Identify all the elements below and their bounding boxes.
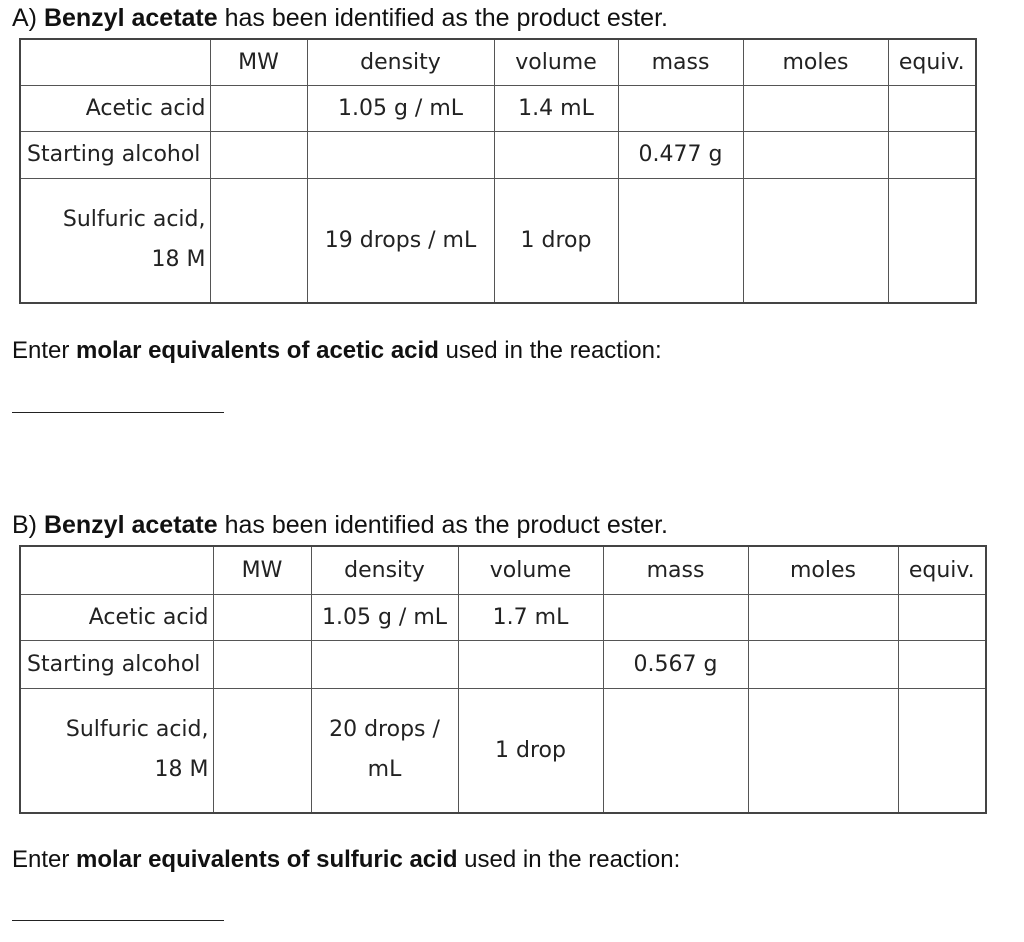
- part-a-title-bold: Benzyl acetate: [43, 4, 218, 32]
- cell-moles: [748, 688, 898, 813]
- cell-moles: [743, 178, 888, 303]
- cell-volume: 1.4 mL: [494, 85, 618, 131]
- cell-equiv: [898, 688, 986, 813]
- header-mw: MW: [213, 546, 311, 594]
- header-equiv: equiv.: [898, 546, 986, 594]
- header-mass: mass: [603, 546, 748, 594]
- part-a-heading: [12, 3, 668, 33]
- part-a-title-rest: has been identified as the product ester.: [224, 4, 668, 32]
- header-moles: moles: [748, 546, 898, 594]
- cell-moles: [743, 131, 888, 178]
- cell-mass: [603, 688, 748, 813]
- header-mass: mass: [618, 39, 743, 85]
- cell-density: 19 drops / mL: [307, 178, 494, 303]
- part-a-table: [19, 38, 977, 304]
- cell-mass: [618, 178, 743, 303]
- part-a-answer-blank[interactable]: [12, 412, 224, 413]
- cell-mass: 0.477 g: [618, 131, 743, 178]
- row-label-line: 18 M: [154, 757, 209, 783]
- row-label-starting-alcohol: Starting alcohol: [20, 131, 210, 178]
- part-b-prompt: [12, 845, 680, 875]
- cell-volume: [494, 131, 618, 178]
- cell-density: [311, 688, 458, 813]
- cell-volume: 1 drop: [458, 688, 603, 813]
- cell-equiv: [898, 594, 986, 640]
- cell-moles: [748, 640, 898, 688]
- cell-mw: [213, 594, 311, 640]
- cell-mw: [213, 688, 311, 813]
- cell-density: 1.05 g / mL: [311, 594, 458, 640]
- cell-equiv: [898, 640, 986, 688]
- cell-mass: [618, 85, 743, 131]
- header-equiv: equiv.: [888, 39, 976, 85]
- part-b-title-bold: Benzyl acetate: [43, 511, 218, 539]
- header-mw: MW: [210, 39, 307, 85]
- cell-volume: 1 drop: [494, 178, 618, 303]
- table-row: [20, 178, 976, 303]
- part-b-title-rest: has been identified as the product ester.: [224, 511, 668, 539]
- table-row: [20, 85, 976, 131]
- cell-mw: [210, 85, 307, 131]
- prompt-text: used in the reaction:: [445, 337, 662, 364]
- cell-moles: [743, 85, 888, 131]
- row-label-line: 18 M: [151, 247, 206, 273]
- prompt-text: Enter: [12, 337, 70, 364]
- part-a-label: A): [12, 4, 37, 32]
- table-row: [20, 640, 986, 688]
- header-density: density: [307, 39, 494, 85]
- header-cell-empty: [20, 546, 213, 594]
- cell-moles: [748, 594, 898, 640]
- header-moles: moles: [743, 39, 888, 85]
- part-b-table: [19, 545, 987, 814]
- prompt-text: used in the reaction:: [464, 846, 681, 873]
- cell-mw: [210, 131, 307, 178]
- prompt-bold-text: molar equivalents of acetic acid: [76, 337, 439, 364]
- row-label-line: Sulfuric acid,: [62, 207, 206, 233]
- cell-equiv: [888, 178, 976, 303]
- part-b-label: B): [12, 511, 37, 539]
- row-label-acetic-acid: Acetic acid: [20, 594, 213, 640]
- cell-density: [307, 131, 494, 178]
- cell-density-line: 20 drops /: [329, 717, 440, 743]
- cell-density-line: mL: [367, 757, 402, 783]
- prompt-text: Enter: [12, 846, 70, 873]
- cell-volume: [458, 640, 603, 688]
- cell-density: [311, 640, 458, 688]
- table-header-row: [20, 39, 976, 85]
- row-label-sulfuric-acid: [20, 688, 213, 813]
- cell-mass: [603, 594, 748, 640]
- row-label-starting-alcohol: Starting alcohol: [20, 640, 213, 688]
- table-row: [20, 131, 976, 178]
- header-volume: volume: [458, 546, 603, 594]
- header-density: density: [311, 546, 458, 594]
- cell-mass: 0.567 g: [603, 640, 748, 688]
- cell-density: 1.05 g / mL: [307, 85, 494, 131]
- row-label-acetic-acid: Acetic acid: [20, 85, 210, 131]
- cell-mw: [213, 640, 311, 688]
- table-header-row: [20, 546, 986, 594]
- cell-equiv: [888, 131, 976, 178]
- cell-mw: [210, 178, 307, 303]
- cell-equiv: [888, 85, 976, 131]
- header-cell-empty: [20, 39, 210, 85]
- row-label-line: Sulfuric acid,: [65, 717, 209, 743]
- header-volume: volume: [494, 39, 618, 85]
- cell-volume: 1.7 mL: [458, 594, 603, 640]
- prompt-bold-text: molar equivalents of sulfuric acid: [76, 846, 458, 873]
- row-label-sulfuric-acid: [20, 178, 210, 303]
- table-row: [20, 594, 986, 640]
- table-row: [20, 688, 986, 813]
- part-a-prompt: [12, 336, 662, 366]
- part-b-answer-blank[interactable]: [12, 920, 224, 921]
- part-b-heading: [12, 510, 668, 540]
